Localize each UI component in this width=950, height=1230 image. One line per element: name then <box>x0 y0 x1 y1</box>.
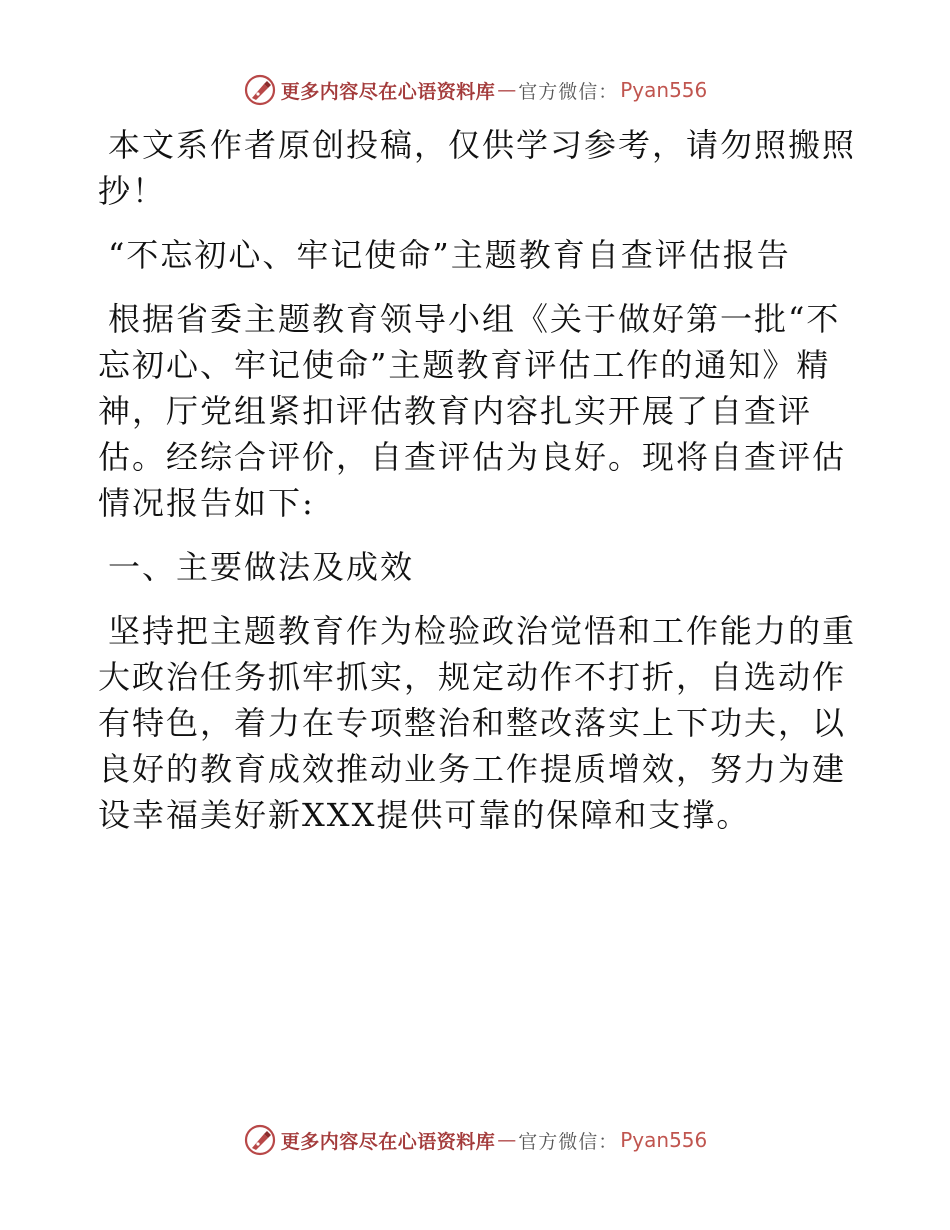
watermark-dash: — <box>497 79 517 101</box>
watermark-brand-text: 更多内容尽在心语资料库 <box>280 1130 496 1153</box>
watermark-official-label: 官方微信： <box>518 80 619 103</box>
pen-nib-logo-icon <box>243 1123 277 1157</box>
footer-watermark <box>0 1120 950 1160</box>
intro-paragraph: 根据省委主题教育领导小组《关于做好第一批“不忘初心、牢记使命”主题教育评估工作的通知》精神，厅党组紧扣评估教育内容扎实开展了自查评估。经综合评价，自查评估为良好。现将自查评估情况报告如下: <box>98 300 847 522</box>
pen-nib-logo-icon <box>243 73 277 107</box>
section-heading: 一、主要做法及成效 <box>108 548 415 586</box>
header-watermark <box>0 70 950 110</box>
watermark-dash: — <box>497 1129 517 1151</box>
watermark-wechat-id: Pyan556 <box>620 78 708 102</box>
document-body <box>98 122 858 838</box>
section-body-paragraph: 坚持把主题教育作为检验政治觉悟和工作能力的重大政治任务抓牢抓实，规定动作不打折，自选动作有特色，着力在专项整治和整改落实上下功夫，以良好的教育成效推动业务工作提质增效，努力为建设幸福美好新XXX提供可靠的保障和支撑。 <box>98 612 857 834</box>
document-title: “不忘初心、牢记使命”主题教育自查评估报告 <box>108 236 791 274</box>
watermark-official-label: 官方微信： <box>518 1130 619 1153</box>
watermark-wechat-id: Pyan556 <box>620 1128 708 1152</box>
disclaimer-paragraph: 本文系作者原创投稿，仅供学习参考，请勿照搬照抄！ <box>98 126 857 210</box>
watermark-brand-text: 更多内容尽在心语资料库 <box>280 80 496 103</box>
